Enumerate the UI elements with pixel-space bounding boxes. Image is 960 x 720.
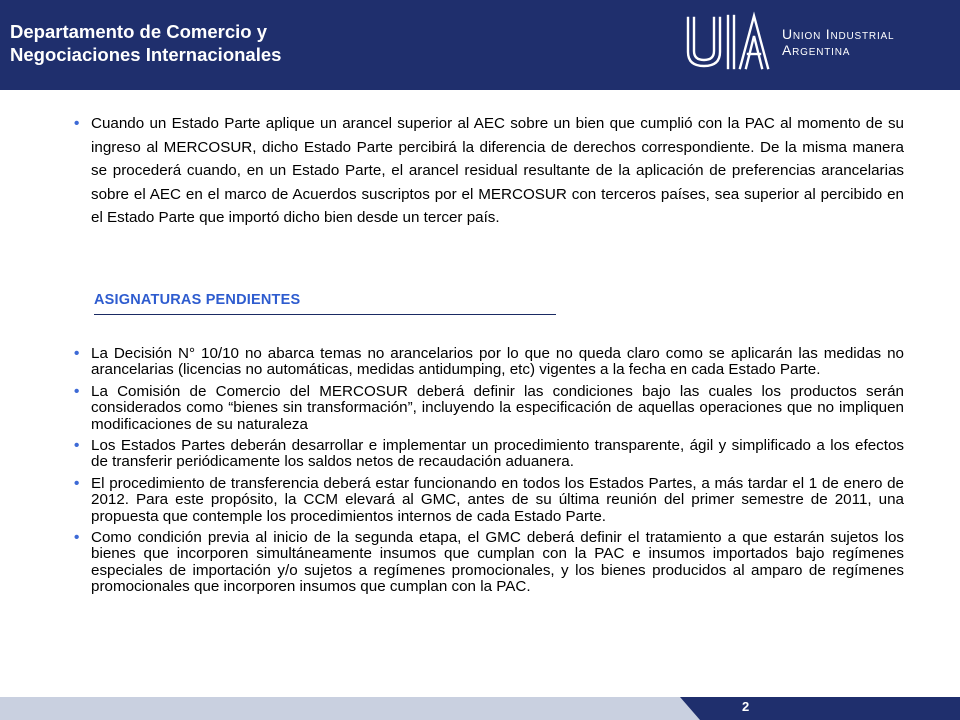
uia-logo-mark-icon [680,8,776,78]
department-title-line2: Negociaciones Internacionales [10,44,282,65]
bullet-item: • La Decisión N° 10/10 no abarca temas no arancelarios por lo que no queda claro como se aplicarán las medidas no arancelarias (licencias no automáticas, medidas antidumping, etc) vigentes a la fecha en cada Estado Parte. [74,346,904,379]
logo-text-line2: Argentina [782,42,851,58]
section-divider [94,314,556,315]
pending-bullet-list [74,346,904,601]
bullet-item: • La Comisión de Comercio del MERCOSUR deberá definir las condiciones bajo las cuales los productos serán considerados como “bienes sin transformación”, incluyendo la especificación de aquellas operaciones que no impliquen modificaciones de su naturaleza [74,384,904,433]
bullet-item: • Cuando un Estado Parte aplique un arancel superior al AEC sobre un bien que cumplió con la PAC al momento de su ingreso al MERCOSUR, dicho Estado Parte percibirá la diferencia de derechos correspondiente. De la misma manera se procederá cuando, en un Estado Parte, el arancel residual resultante de la aplicación de preferencias arancelarias sobre el AEC en el marco de Acuerdos suscriptos por el MERCOSUR con terceros países, sea superior al percibido en el Estado Parte que importó dicho bien desde un tercer país. [74,112,904,230]
page-number: 2 [742,699,750,714]
top-bullet-list [74,112,904,230]
uia-logo [680,8,950,78]
bullet-item: • El procedimiento de transferencia deberá estar funcionando en todos los Estados Partes, a más tardar el 1 de enero de 2012. Para este propósito, la CCM elevará al GMC, antes de su última reunión del primer semestre de 2011, una propuesta que contemple los procedimientos internos de cada Estado Parte. [74,476,904,525]
department-title [10,20,281,66]
section-heading: ASIGNATURAS PENDIENTES [94,292,301,308]
bullet-item: • Los Estados Partes deberán desarrollar e implementar un procedimiento transparente, ágil y simplificado a los efectos de transferir periódicamente los saldos netos de recaudación aduanera. [74,438,904,471]
uia-logo-text [782,26,894,58]
header-bar [0,0,960,90]
logo-text-line1: Union Industrial [782,26,895,42]
department-title-line1: Departamento de Comercio y [10,21,268,42]
bullet-item: • Como condición previa al inicio de la segunda etapa, el GMC deberá definir el tratamiento a que estarán sujetos los bienes que incorporen simultáneamente insumos que cumplan con la PAC e insumos importados bajo regímenes especiales de importación y/o sujetos a regímenes promocionales, y los bienes producidos al amparo de regímenes promocionales que incorporen insumos que cumplan con la PAC. [74,530,904,596]
footer-accent [0,697,700,720]
